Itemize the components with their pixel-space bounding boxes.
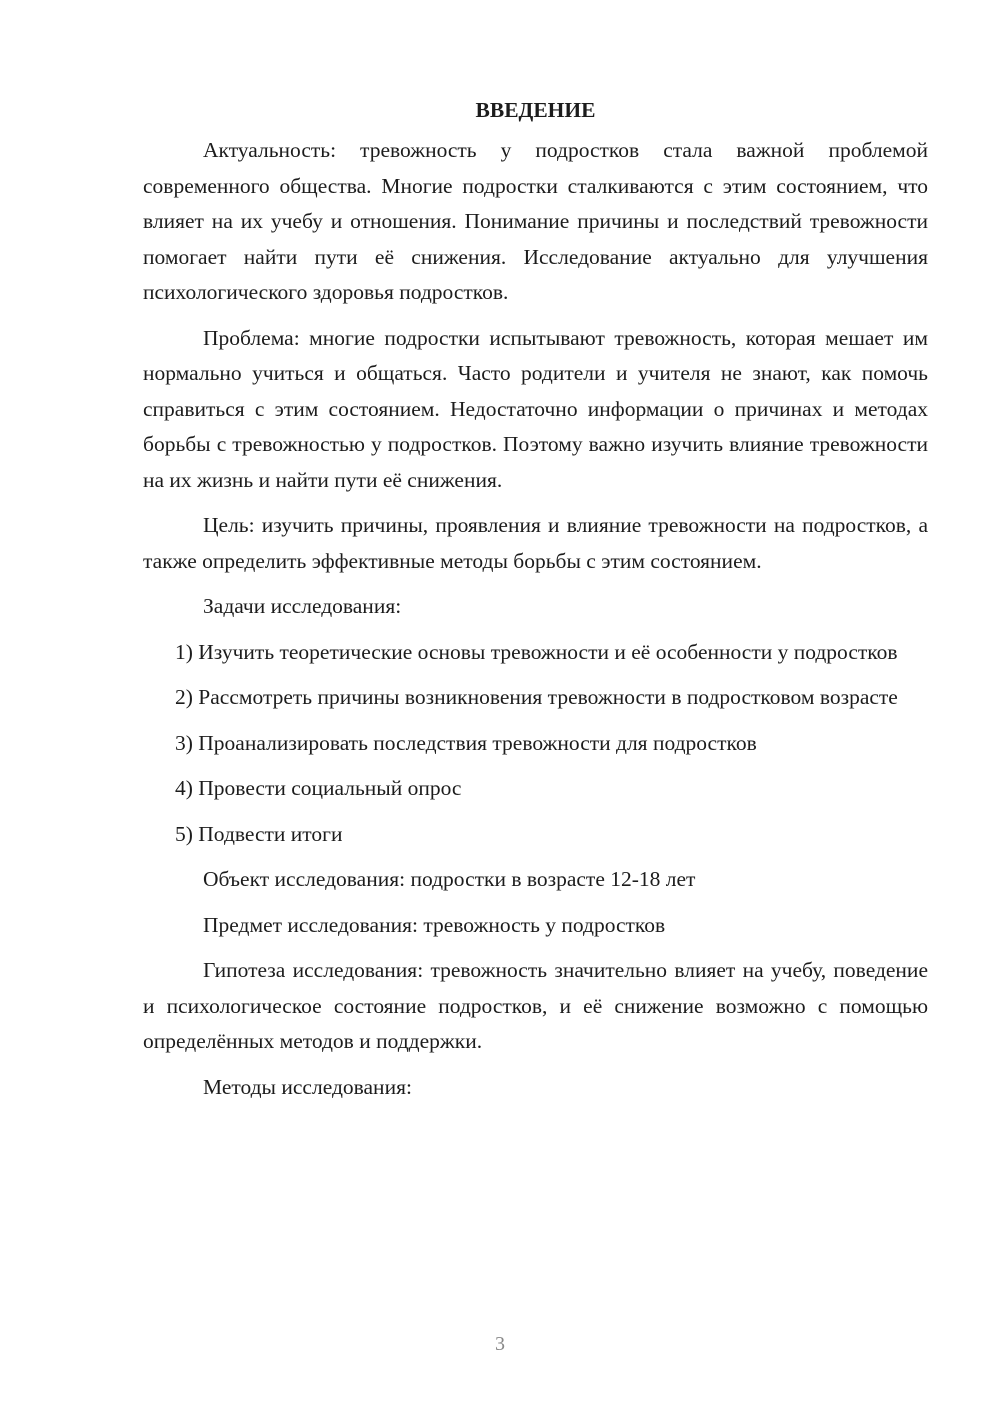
task-item-3: 3) Проанализировать последствия тревожности для подростков	[175, 730, 757, 755]
paragraph-subject: Предмет исследования: тревожность у подростков	[203, 912, 666, 937]
task-item-5: 5) Подвести итоги	[175, 821, 343, 846]
task-item-4: 4) Провести социальный опрос	[175, 776, 462, 800]
paragraph-problem: Проблема: многие подростки испытывают тревожность, которая мешает им нормально учиться и общаться. Часто родители и учителя не знают, как помочь справиться с этим состоянием. Недостаточно информации о причинах и методах борьбы с тревожностью у подростков. Поэтому важно изучить влияние тревожности на их жизнь и найти пути её снижения.	[143, 325, 928, 492]
paragraph-relevance: Актуальность: тревожность у подростков стала важной проблемой современного общества. Многие подростки сталкиваются с этим состоянием, что влияет на их учебу и отношения. Понимание причины и последствий тревожности помогает найти пути её снижения. Исследование актуально для улучшения психологического здоровья подростков.	[143, 138, 928, 304]
tasks-heading: Задачи исследования:	[203, 594, 402, 618]
task-item-1: 1) Изучить теоретические основы тревожности и её особенности у подростков	[175, 639, 898, 664]
paragraph-hypothesis: Гипотеза исследования: тревожность значительно влияет на учебу, поведение и психологическое состояние подростков, и её снижение возможно с помощью определённых методов и поддержки.	[143, 958, 928, 1053]
paragraph-goal: Цель: изучить причины, проявления и влияние тревожности на подростков, а также определить эффективные методы борьбы с этим состоянием.	[143, 513, 928, 573]
page-number: 3	[495, 1333, 505, 1355]
section-title: ВВЕДЕНИЕ	[475, 98, 596, 122]
methods-heading: Методы исследования:	[203, 1074, 412, 1099]
document-page	[143, 92, 928, 1115]
task-item-2: 2) Рассмотреть причины возникновения тревожности в подростковом возрасте	[175, 685, 898, 709]
paragraph-object: Объект исследования: подростки в возрасте 12-18 лет	[203, 867, 696, 891]
